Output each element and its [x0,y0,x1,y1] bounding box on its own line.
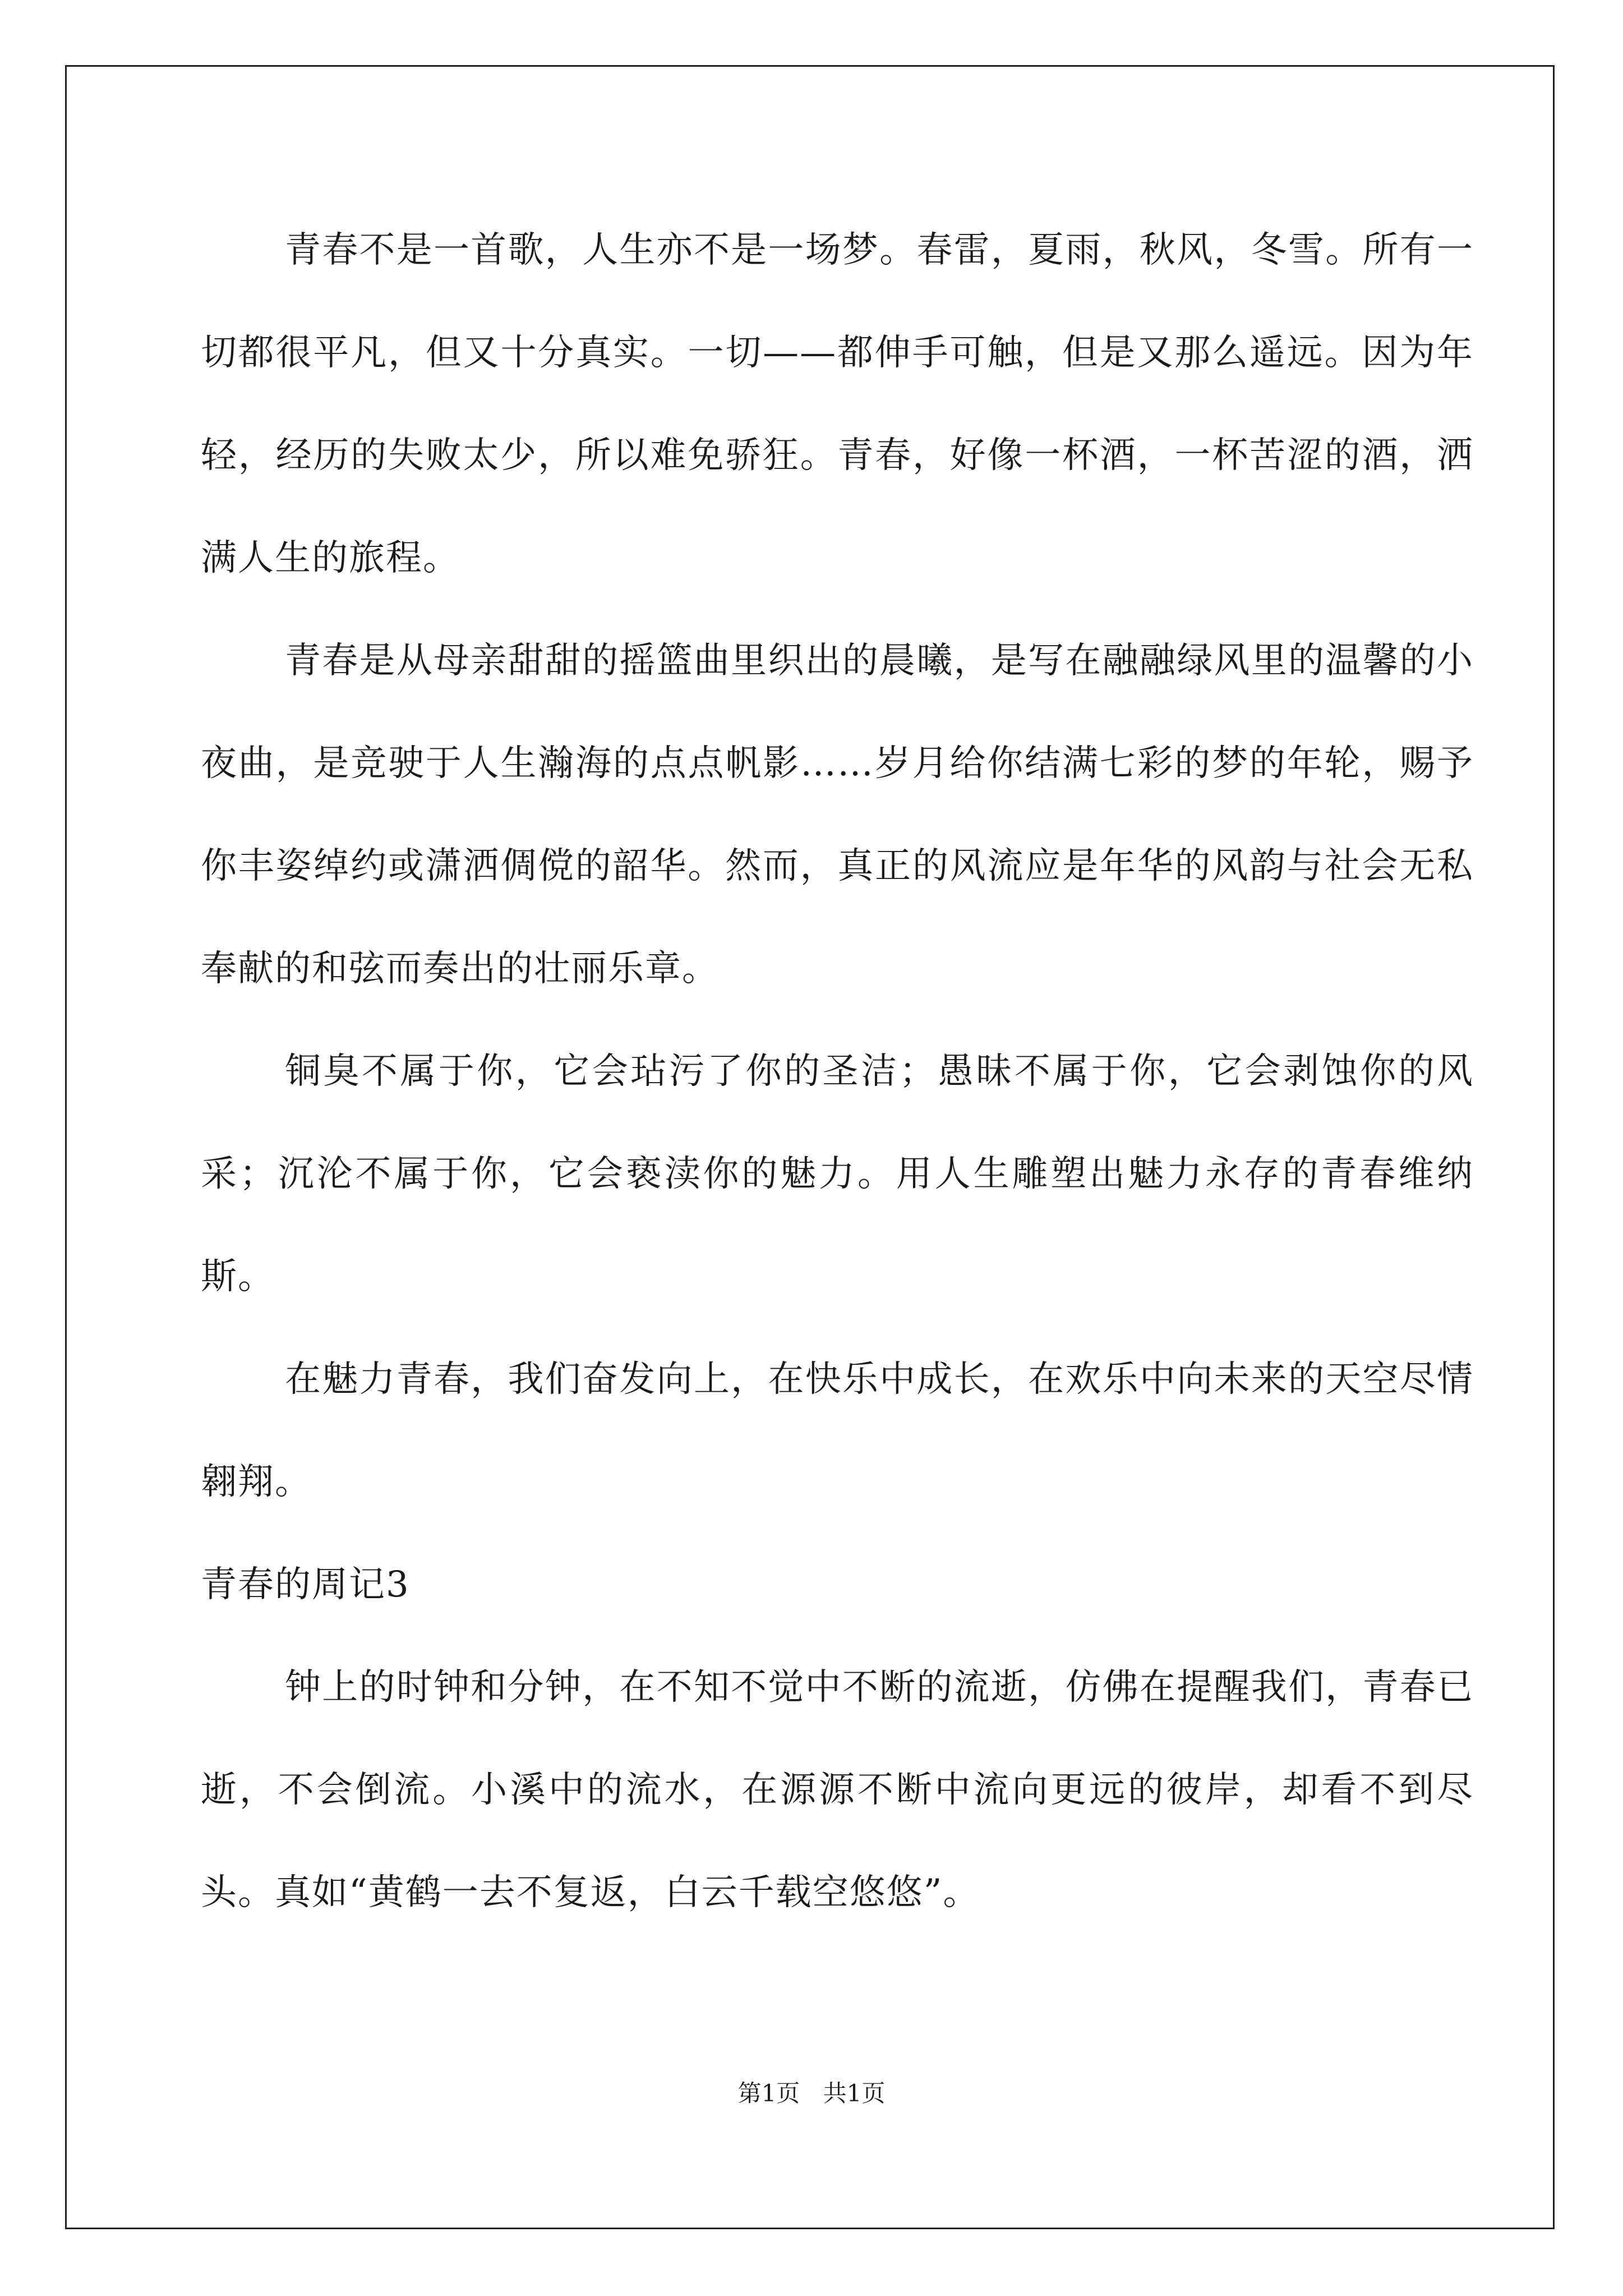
page-number: 第1页 [737,2079,800,2107]
paragraph-3: 铜臭不属于你，它会玷污了你的圣洁；愚昧不属于你，它会剥蚀你的风采；沉沦不属于你，它会亵渎你的魅力。用人生雕塑出魅力永存的青春维纳斯。 [201,1051,1474,1297]
page-total: 共1页 [823,2079,886,2107]
section-heading: 青春的周记3 [201,1564,410,1605]
paragraph-2: 青春是从母亲甜甜的摇篮曲里织出的晨曦，是写在融融绿风里的温馨的小夜曲，是竞驶于人生瀚海的点点帆影……岁月给你结满七彩的梦的年轮，赐予你丰姿绰约或潇洒倜傥的韶华。然而，真正的风流应是年华的风韵与社会无私奉献的和弦而奏出的壮丽乐章。 [201,640,1474,990]
paragraph-1: 青春不是一首歌，人生亦不是一场梦。春雷，夏雨，秋风，冬雪。所有一切都很平凡，但又十分真实。一切——都伸手可触，但是又那么遥远。因为年轻，经历的失败太少，所以难免骄狂。青春，好像一杯酒，一杯苦涩的酒，洒满人生的旅程。 [201,229,1474,579]
section-paragraph-1: 钟上的时钟和分钟，在不知不觉中不断的流逝，仿佛在提醒我们，青春已逝，不会倒流。小溪中的流水，在源源不断中流向更远的彼岸，却看不到尽头。真如“黄鹤一去不复返，白云千载空悠悠”。 [201,1667,1474,1913]
page-footer [0,2077,1623,2110]
paragraph-4: 在魅力青春，我们奋发向上，在快乐中成长，在欢乐中向未来的天空尽情翱翔。 [201,1359,1474,1503]
document-body [201,199,1474,1944]
